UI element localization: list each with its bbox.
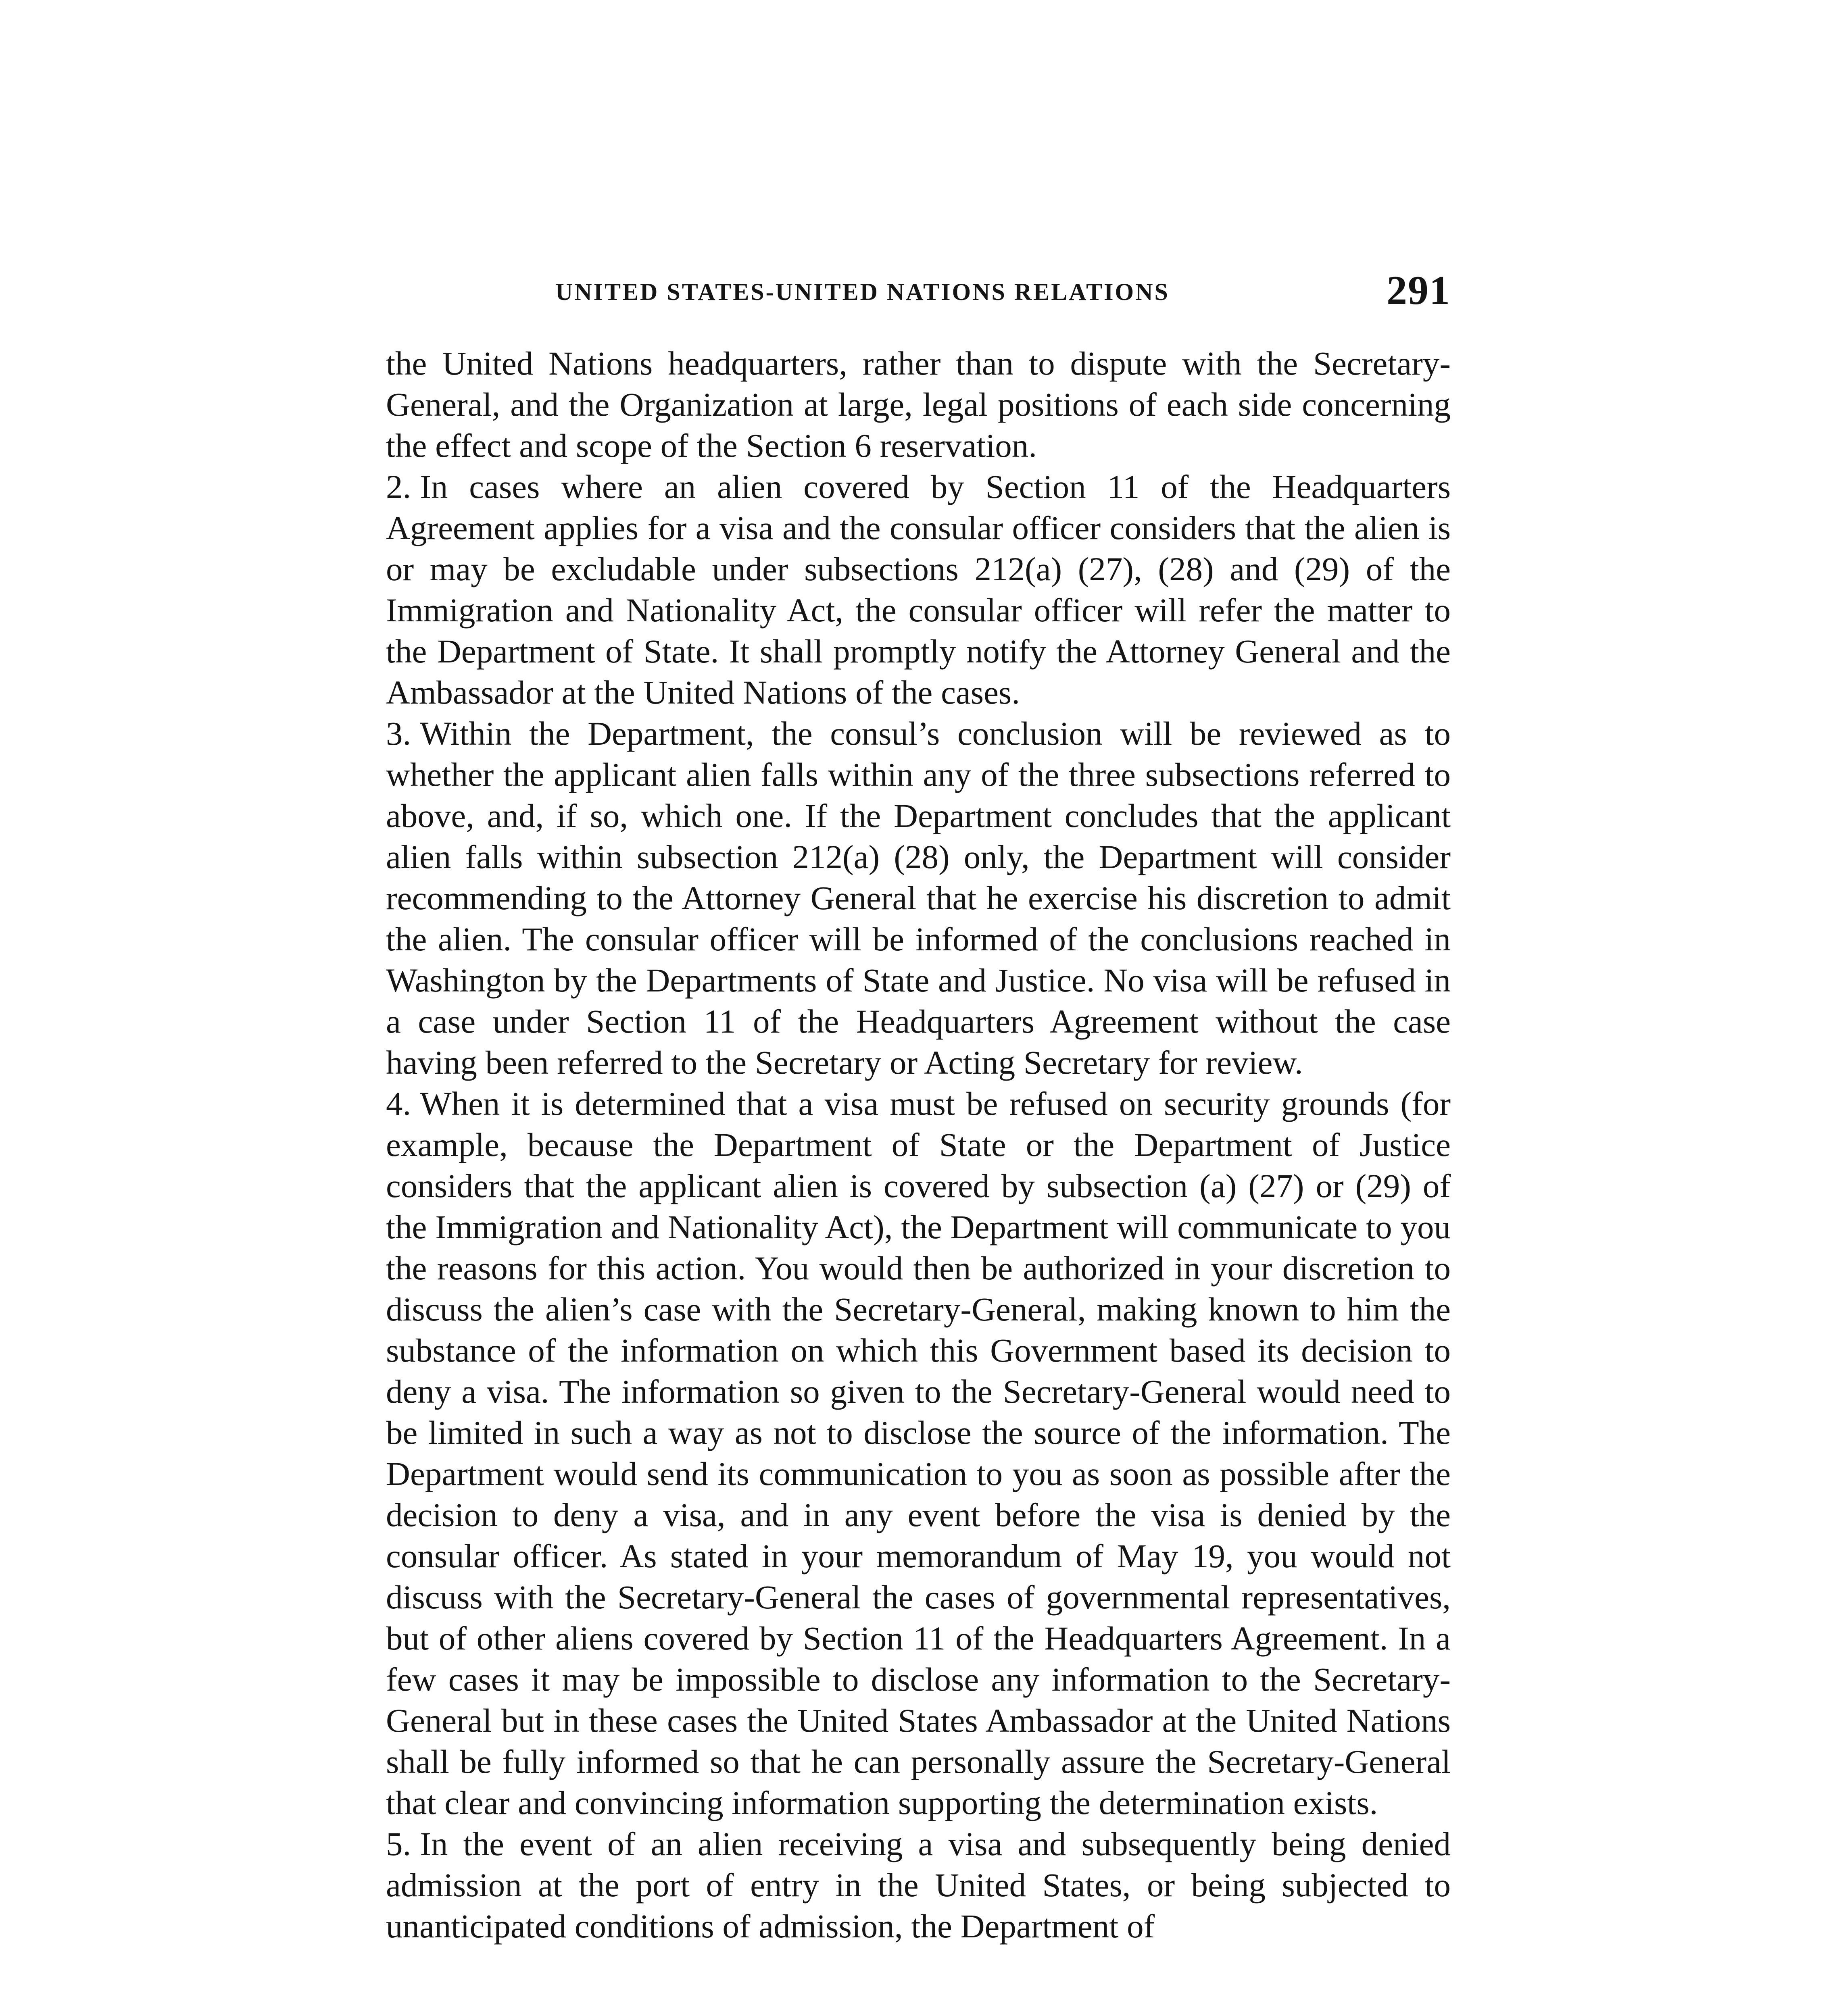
paragraph-5: [386, 1823, 1451, 1947]
paragraph-text: the United Nations headquarters, rather than to dispute with the Secretary-General, and the Organization at large, legal positions of each side concerning the effect and scope of the Section 6 reservation.: [386, 345, 1451, 464]
paragraph-text: In the event of an alien receiving a visa and subsequently being denied admission at the port of entry in the United States, or being subjected to unanticipated conditions of admission, the Department of: [386, 1825, 1451, 1945]
paragraph-number: 2.: [386, 468, 411, 505]
paragraph-number: 5.: [386, 1825, 411, 1862]
paragraph-number: 3.: [386, 715, 411, 752]
paragraph-text: In cases where an alien covered by Section 11 of the Headquarters Agreement applies for a visa and the consular officer considers that the alien is or may be excludable under subsections 212(a) (27), (28) and (29) of the Immigration and Nationality Act, the consular officer will refer the matter to the Department of State. It shall promptly notify the Attorney General and the Ambassador at the United Nations of the cases.: [386, 468, 1451, 711]
paragraph-4: [386, 1083, 1451, 1823]
running-title: UNITED STATES-UNITED NATIONS RELATIONS: [555, 279, 1170, 305]
paragraph-2: [386, 466, 1451, 713]
paragraph-text: When it is determined that a visa must be refused on security grounds (for example, because the Department of State or the Department of Justice considers that the applicant alien is covered by subsection (a) (27) or (29) of the Immigration and Nationality Act), the Department will communicate to you the reasons for this action. You would then be authorized in your discretion to discuss the alien’s case with the Secretary-General, making known to him the substance of the information on which this Government based its decision to deny a visa. The information so given to the Secretary-General would need to be limited in such a way as not to disclose the source of the information. The Department would send its communication to you as soon as possible after the decision to deny a visa, and in any event before the visa is denied by the consular officer. As stated in your memorandum of May 19, you would not discuss with the Secretary-General the cases of governmental representatives, but of other aliens covered by Section 11 of the Headquarters Agreement. In a few cases it may be impossible to disclose any information to the Secretary-General but in these cases the United States Ambassador at the United Nations shall be fully informed so that he can personally assure the Secretary-General that clear and convincing information supporting the determination exists.: [386, 1085, 1451, 1821]
page-number: 291: [1387, 268, 1451, 313]
paragraph-3: [386, 713, 1451, 1083]
paragraph-number: 4.: [386, 1085, 411, 1122]
body-text: [386, 343, 1451, 1947]
page-header: [386, 270, 1451, 319]
paragraph-text: Within the Department, the consul’s conclusion will be reviewed as to whether the applicant alien falls within any of the three subsections referred to above, and, if so, which one. If the Department concludes that the applicant alien falls within subsection 212(a) (28) only, the Department will consider recommending to the Attorney General that he exercise his discretion to admit the alien. The consular officer will be informed of the conclusions reached in Washington by the Departments of State and Justice. No visa will be refused in a case under Section 11 of the Headquarters Agreement without the case having been referred to the Secretary or Acting Secretary for review.: [386, 715, 1451, 1081]
paragraph-continuation: [386, 343, 1451, 466]
